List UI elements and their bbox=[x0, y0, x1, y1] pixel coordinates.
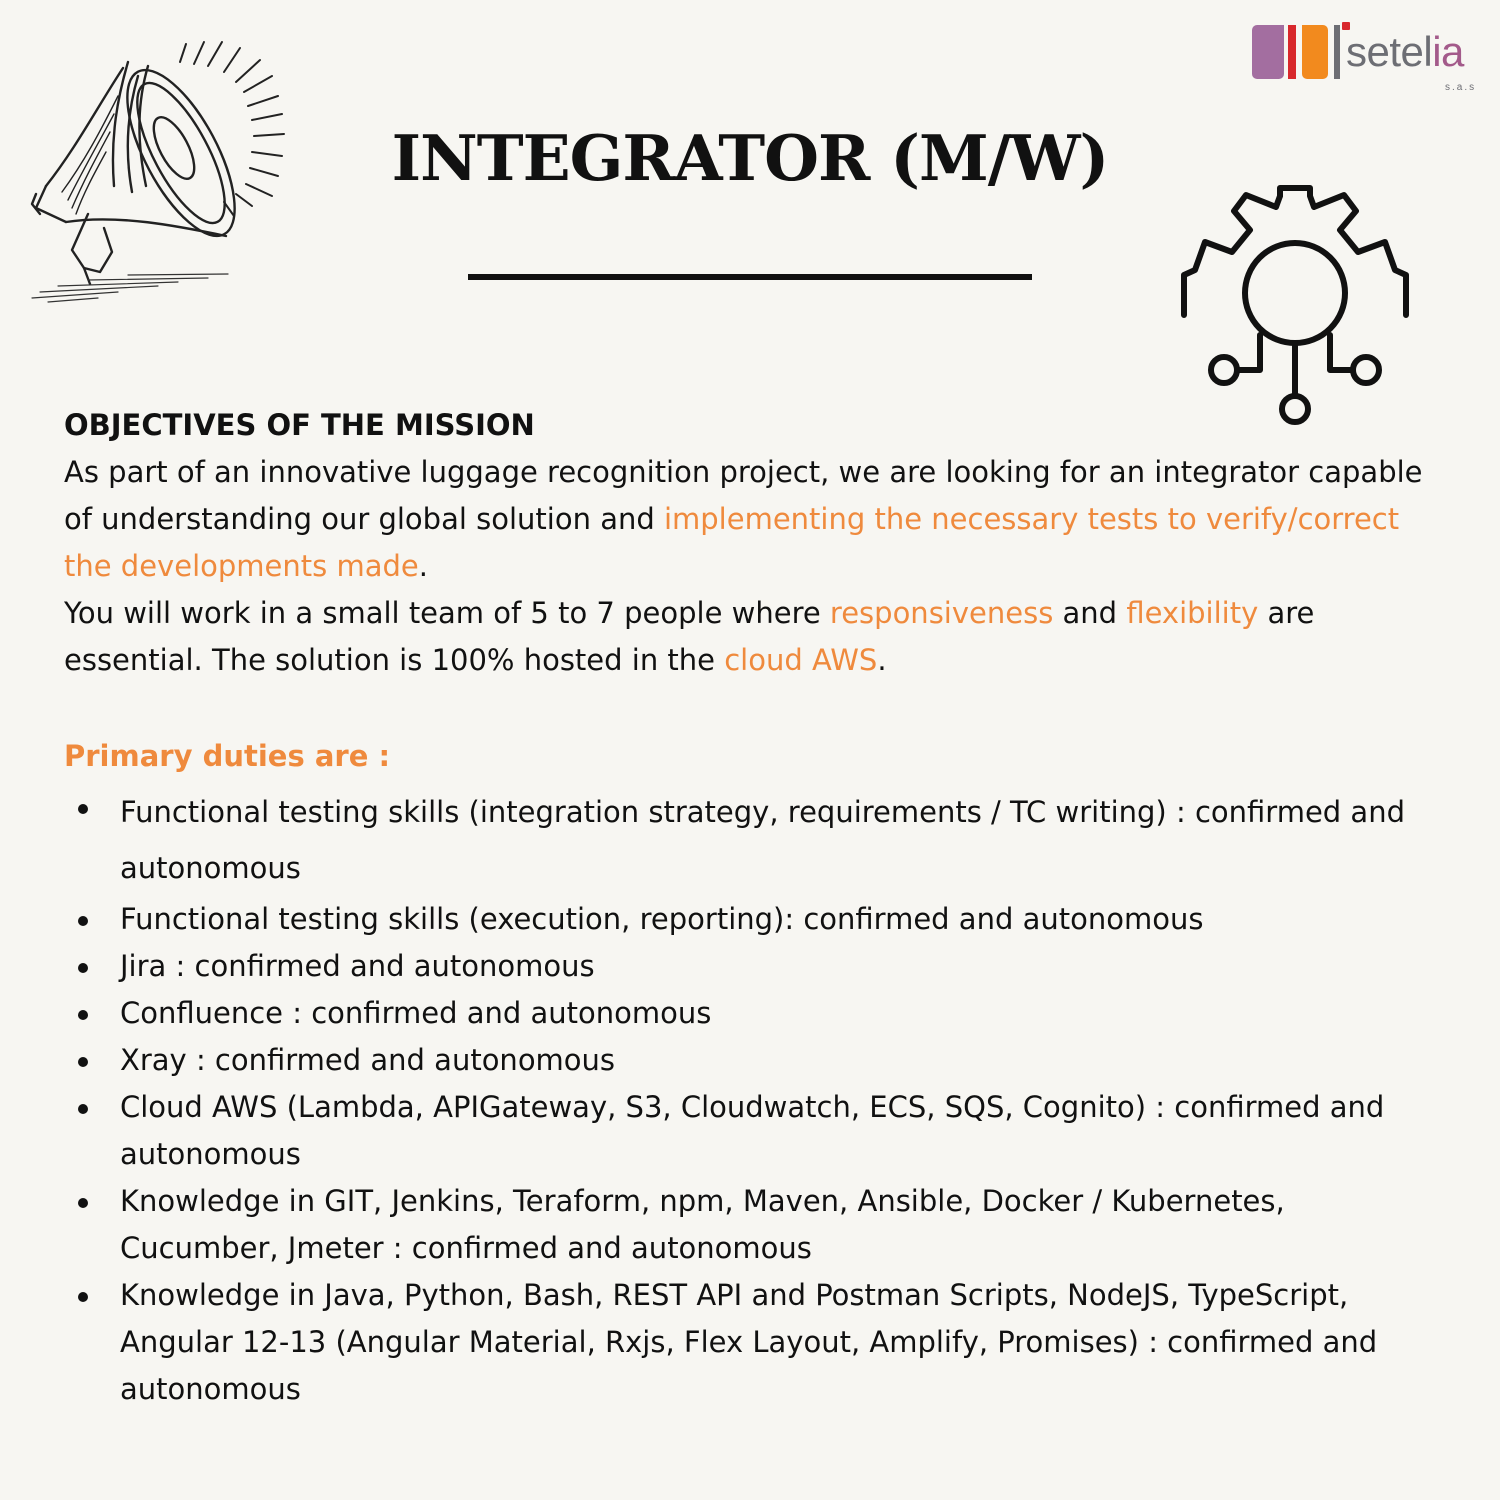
text-span: . bbox=[418, 549, 428, 583]
section-spacer bbox=[64, 684, 1434, 733]
highlight-cloud-aws: cloud AWS bbox=[724, 643, 878, 677]
highlight-flexibility: flexibility bbox=[1126, 596, 1259, 630]
title-underline bbox=[468, 274, 1032, 280]
objectives-paragraph-1 bbox=[64, 449, 1434, 590]
gear-circuit-icon bbox=[1180, 180, 1420, 430]
text-span: You will work in a small team of 5 to 7 people where bbox=[64, 596, 830, 630]
text-span: As part of an innovative luggage recognition project, we are looking for an integrator capable of understanding our global solution and bbox=[64, 455, 1423, 536]
text-span: . bbox=[877, 643, 887, 677]
list-item: Functional testing skills (integration strategy, requirements / TC writing) : confirmed and autonomous bbox=[64, 784, 1434, 896]
highlight-tests: implementing the necessary tests to verify/correct the developments made bbox=[64, 502, 1400, 583]
page-title: INTEGRATOR (M/W) bbox=[391, 121, 1109, 195]
list-item: Knowledge in GIT, Jenkins, Teraform, npm, Maven, Ansible, Docker / Kubernetes, Cucumber, Jmeter : confirmed and autonomous bbox=[64, 1178, 1434, 1272]
list-item: Xray : confirmed and autonomous bbox=[64, 1037, 1434, 1084]
list-item: Confluence : confirmed and autonomous bbox=[64, 990, 1434, 1037]
logo-bar-orange bbox=[1302, 25, 1328, 79]
text-span: and bbox=[1053, 596, 1127, 630]
objectives-paragraph-2 bbox=[64, 590, 1434, 684]
text-span: are essential. The solution is 100% hosted in the bbox=[64, 596, 1315, 677]
list-item: Jira : confirmed and autonomous bbox=[64, 943, 1434, 990]
setelia-logo bbox=[1250, 22, 1482, 94]
list-item: Cloud AWS (Lambda, APIGateway, S3, Cloudwatch, ECS, SQS, Cognito) : confirmed and autonomous bbox=[64, 1084, 1434, 1178]
highlight-responsiveness: responsiveness bbox=[829, 596, 1054, 630]
duties-list bbox=[64, 784, 1434, 1413]
logo-bar-gray bbox=[1334, 25, 1340, 79]
job-description bbox=[64, 402, 1434, 1413]
logo-bar-purple bbox=[1252, 25, 1284, 79]
list-item: Knowledge in Java, Python, Bash, REST API and Postman Scripts, NodeJS, TypeScript, Angular 12-13 (Angular Material, Rxjs, Flex Layout, Amplify, Promises) : confirmed and autonomous bbox=[64, 1272, 1434, 1413]
megaphone-icon bbox=[28, 36, 290, 308]
logo-bar-red bbox=[1288, 25, 1296, 79]
objectives-heading: OBJECTIVES OF THE MISSION bbox=[64, 408, 535, 442]
list-item: Functional testing skills (execution, reporting): confirmed and autonomous bbox=[64, 896, 1434, 943]
logo-suffix: s.a.s bbox=[1445, 82, 1477, 93]
duties-heading: Primary duties are : bbox=[64, 739, 391, 773]
logo-wordmark: setelia bbox=[1346, 28, 1464, 75]
